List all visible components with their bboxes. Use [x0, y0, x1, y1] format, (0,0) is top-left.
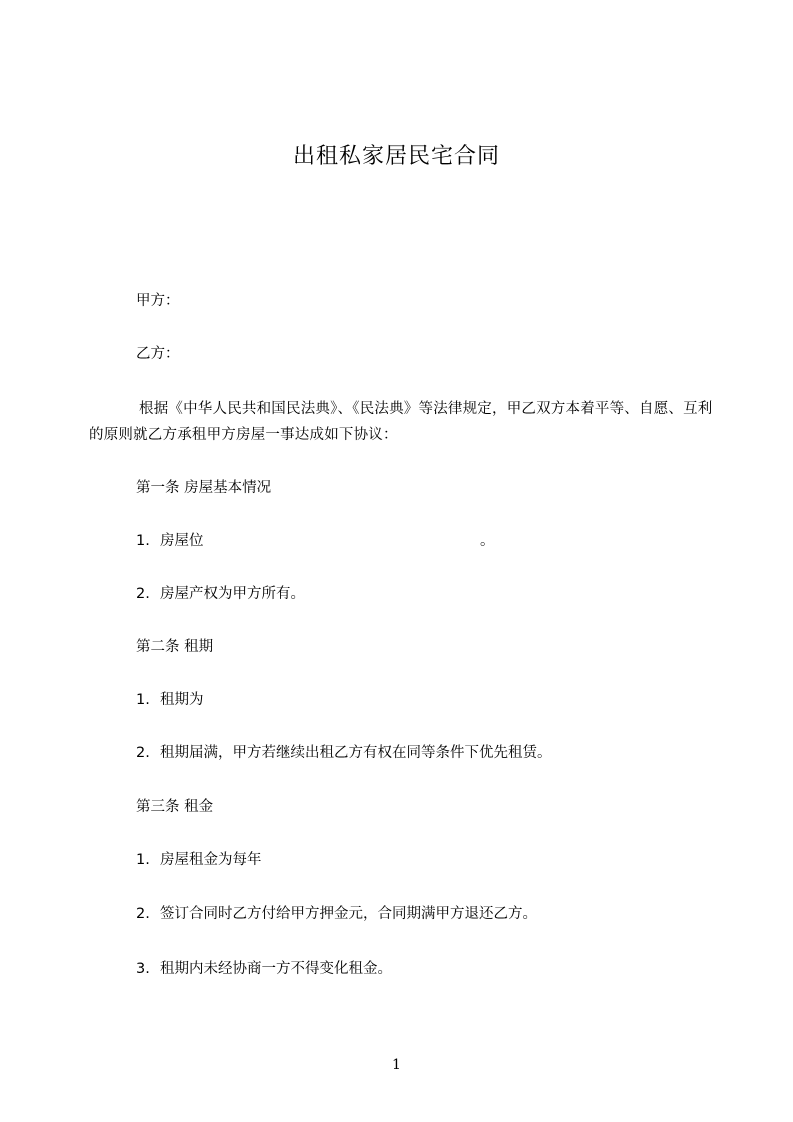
section-heading-2: 第二条 租期 [136, 639, 214, 655]
section-heading-3: 第三条 租金 [136, 799, 214, 815]
item-number: 3. [136, 961, 150, 977]
section-heading-1: 第一条 房屋基本情况 [136, 480, 272, 496]
item-number: 2. [136, 745, 150, 761]
item-text: 租期为 [160, 692, 204, 708]
list-item [136, 529, 495, 553]
list-item [136, 957, 392, 981]
list-item [136, 741, 552, 765]
item-number: 2. [136, 586, 150, 602]
party-b-label: 乙方： [136, 346, 180, 362]
list-item [136, 848, 262, 872]
item-number: 1. [136, 852, 150, 868]
item-text: 租期届满，甲方若继续出租乙方有权在同等条件下优先租赁。 [160, 745, 552, 761]
item-number: 2. [136, 906, 150, 922]
list-item [136, 582, 305, 606]
item-text: 房屋租金为每年 [160, 852, 262, 868]
page-number: 1 [392, 1057, 401, 1073]
item-text: 房屋位 [160, 533, 204, 549]
item-number: 1. [136, 692, 150, 708]
list-item [136, 688, 204, 712]
item-text: 房屋产权为甲方所有。 [160, 586, 305, 602]
item-number: 1. [136, 533, 150, 549]
list-item [136, 902, 537, 926]
party-a-label: 甲方： [136, 293, 180, 309]
item-text: 签订合同时乙方付给甲方押金元，合同期满甲方退还乙方。 [160, 906, 537, 922]
item-text: 租期内未经协商一方不得变化租金。 [160, 961, 392, 977]
item-trailing-mark: 。 [480, 533, 495, 549]
intro-paragraph: 根据《中华人民共和国民法典》、《民法典》等法律规定，甲乙双方本着平等、自愿、互利的原则就乙方承租甲方房屋一事达成如下协议： [89, 401, 713, 443]
document-title: 出租私家居民宅合同 [292, 144, 500, 169]
